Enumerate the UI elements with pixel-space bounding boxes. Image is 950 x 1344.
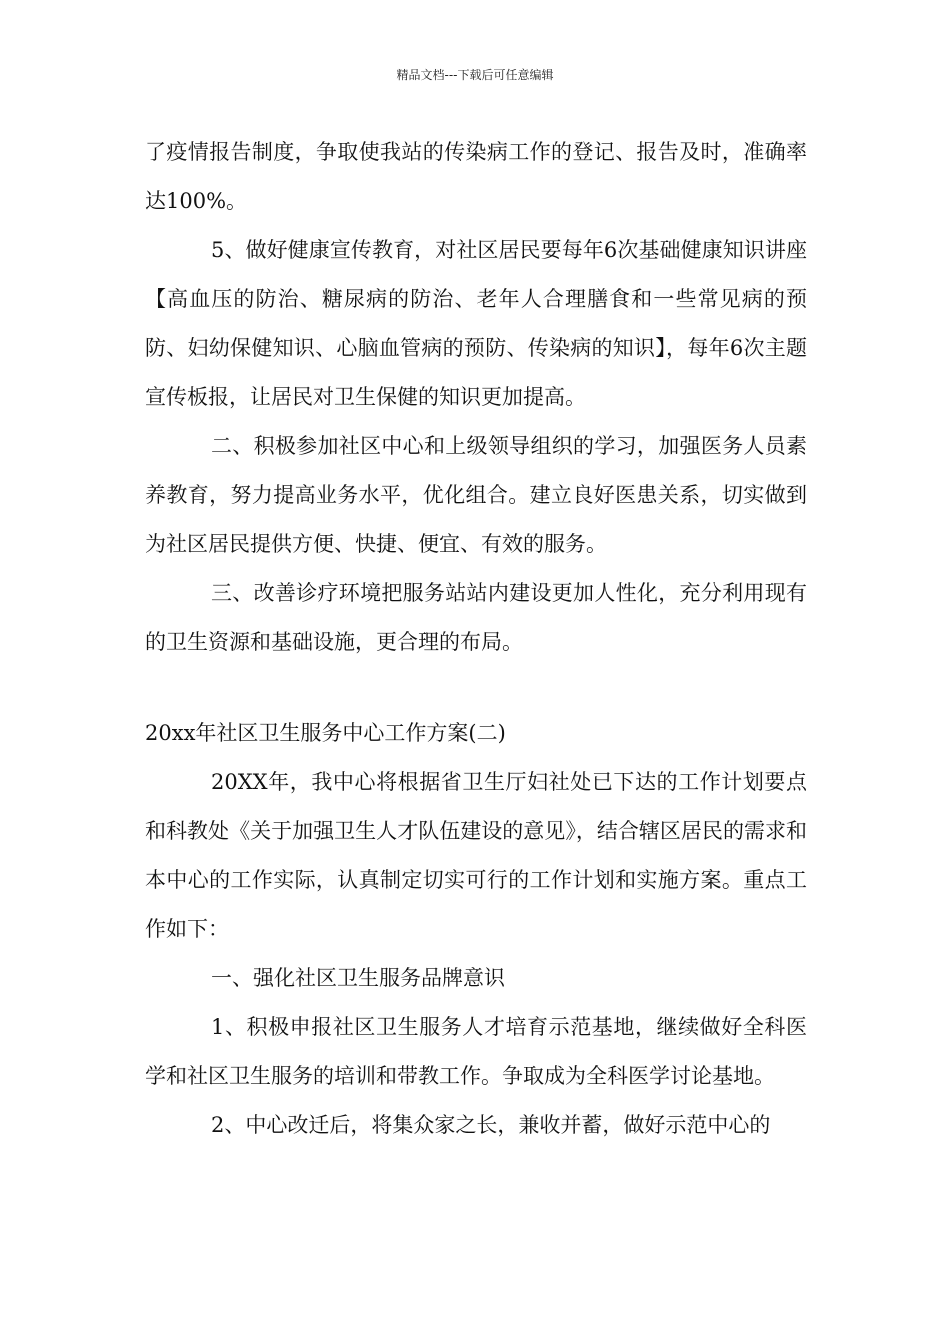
section-heading: 20xx年社区卫生服务中心工作方案(二) — [145, 721, 506, 745]
paragraph-item-5: 5、做好健康宣传教育，对社区居民要每年6次基础健康知识讲座【高血压的防治、糖尿病的防治、老年人合理膳食和一些常见病的预防、妇幼保健知识、心脑血管病的预防、传染病的知识】，每年6次主题宣传板报，让居民对卫生保健的知识更加提高。 — [145, 238, 807, 409]
paragraph-section-two: 二、积极参加社区中心和上级领导组织的学习，加强医务人员素养教育，努力提高业务水平，优化组合。建立良好医患关系，切实做到为社区居民提供方便、快捷、便宜、有效的服务。 — [145, 434, 807, 556]
paragraph-item-2: 2、中心改迁后，将集众家之长，兼收并蓄，做好示范中心的 — [211, 1113, 771, 1137]
paragraph-section-three: 三、改善诊疗环境把服务站站内建设更加人性化，充分利用现有的卫生资源和基础设施，更合理的布局。 — [145, 581, 807, 654]
paragraph-item-1: 1、积极申报社区卫生服务人才培育示范基地，继续做好全科医学和社区卫生服务的培训和带教工作。争取成为全科医学讨论基地。 — [145, 1015, 807, 1088]
paragraph-heading-one: 一、强化社区卫生服务品牌意识 — [211, 966, 505, 990]
section-spacer — [145, 667, 807, 709]
document-body — [145, 128, 807, 1150]
paragraph-intro: 20XX年，我中心将根据省卫生厅妇社处已下达的工作计划要点和科教处《关于加强卫生人才队伍建设的意见》，结合辖区居民的需求和本中心的工作实际，认真制定切实可行的工作计划和实施方案。重点工作如下： — [145, 770, 807, 941]
paragraph-continuation: 了疫情报告制度，争取使我站的传染病工作的登记、报告及时，准确率达100%。 — [145, 140, 807, 213]
page-header: 精品文档---下载后可任意编辑 — [396, 68, 554, 82]
